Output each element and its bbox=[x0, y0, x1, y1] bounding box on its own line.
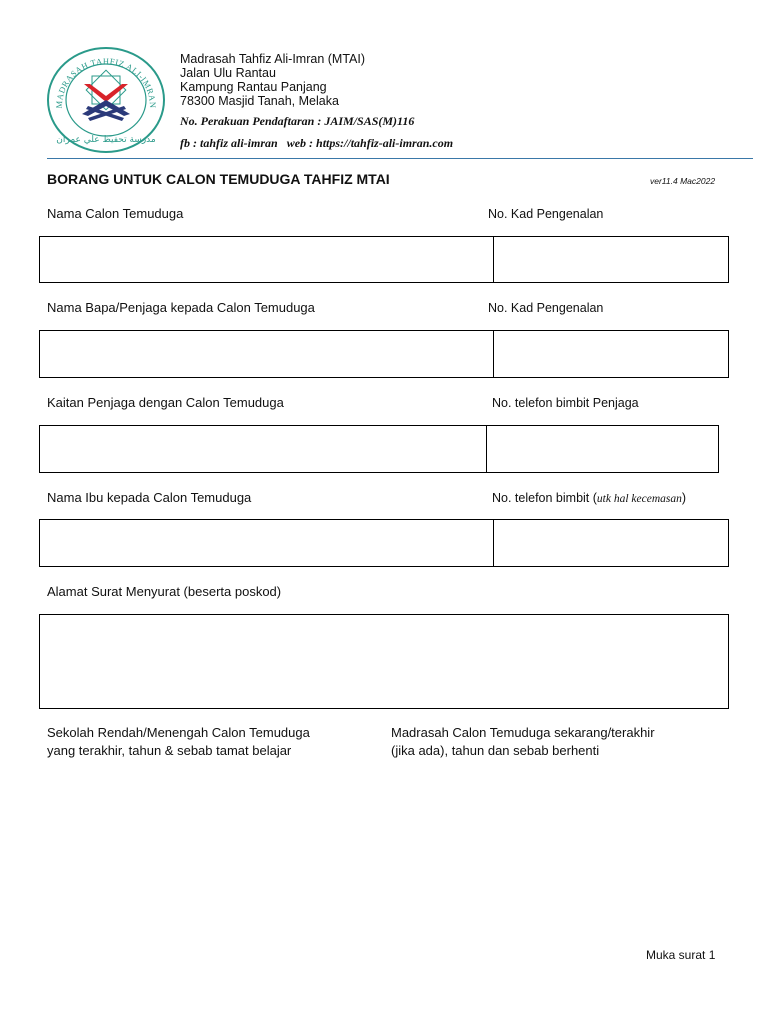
candidate-name-label: Nama Calon Temuduga bbox=[47, 206, 184, 221]
madrasah-label: Madrasah Calon Temuduga sekarang/terakhir (jika ada), tahun dan sebab berhenti bbox=[391, 725, 655, 758]
address-label: Alamat Surat Menyurat (beserta poskod) bbox=[47, 584, 282, 599]
emergency-phone-label: No. telefon bimbit (utk hal kecemasan) bbox=[492, 491, 687, 505]
address-box bbox=[39, 614, 729, 709]
logo-arabic-text: مدرسة تحفيظ علي عمران bbox=[56, 135, 156, 145]
org-name: Madrasah Tahfiz Ali-Imran (MTAI) bbox=[180, 52, 366, 66]
page-number: Muka surat 1 bbox=[646, 948, 716, 962]
guardian-name-label: Nama Bapa/Penjaga kepada Calon Temuduga bbox=[47, 300, 315, 315]
guardian-ic-label: No. Kad Pengenalan bbox=[488, 301, 604, 315]
logo-ring-text: MADRASAH TAHFIZ ALI-IMRAN bbox=[53, 55, 159, 109]
registration-number: No. Perakuan Pendaftaran : JAIM/SAS(M)116 bbox=[180, 114, 415, 128]
form-title: BORANG UNTUK CALON TEMUDUGA TAHFIZ MTAI bbox=[47, 171, 390, 187]
contact-line bbox=[180, 136, 453, 151]
guardian-relation-phone-box bbox=[39, 425, 719, 473]
address-line-2: Kampung Rantau Panjang bbox=[180, 80, 327, 94]
facebook-link[interactable]: fb : tahfiz ali-imran bbox=[180, 136, 278, 150]
school-label: Sekolah Rendah/Menengah Calon Temuduga yang terakhir, tahun & sebab tamat belajar bbox=[47, 725, 310, 758]
address-line-3: 78300 Masjid Tanah, Melaka bbox=[180, 94, 339, 108]
header-rule bbox=[47, 158, 753, 159]
guardian-relation-label: Kaitan Penjaga dengan Calon Temuduga bbox=[47, 395, 284, 410]
candidate-ic-label: No. Kad Pengenalan bbox=[488, 207, 604, 221]
madrasah-logo bbox=[44, 44, 168, 154]
mother-name-phone-box bbox=[39, 519, 729, 567]
guardian-name-ic-box bbox=[39, 330, 729, 378]
mother-name-label: Nama Ibu kepada Calon Temuduga bbox=[47, 490, 252, 505]
form-version: ver11.4 Mac2022 bbox=[650, 176, 716, 186]
candidate-name-ic-box bbox=[39, 236, 729, 283]
guardian-phone-label: No. telefon bimbit Penjaga bbox=[492, 396, 639, 410]
website-link[interactable]: web : https://tahfiz-ali-imran.com bbox=[286, 136, 454, 150]
address-line-1: Jalan Ulu Rantau bbox=[180, 66, 276, 80]
